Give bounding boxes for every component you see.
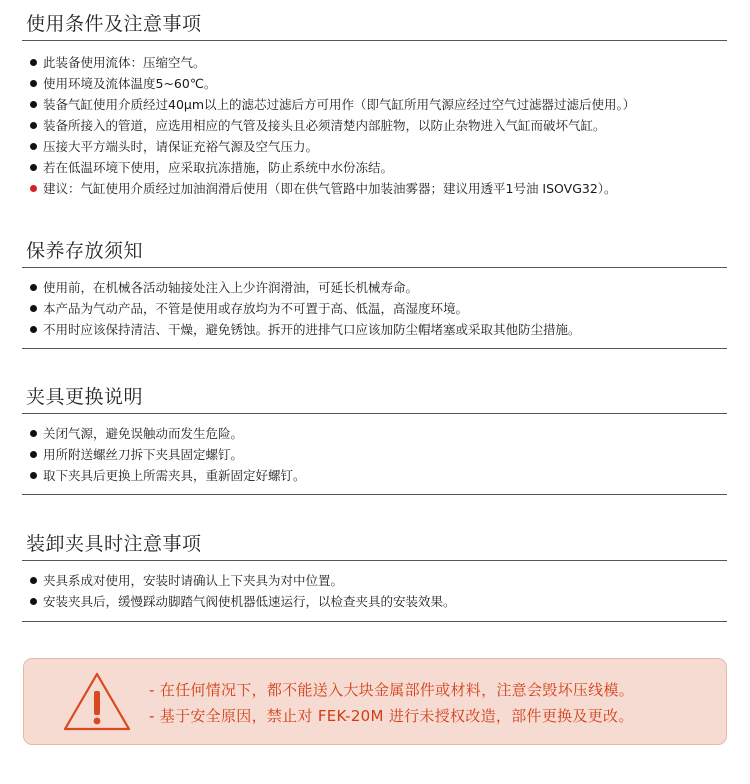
section-bottom-divider <box>22 621 727 622</box>
item-list <box>30 423 306 486</box>
notice-line: - 在任何情况下，都不能送入大块金属部件或材料，注意会毁坏压线模。 <box>149 681 635 699</box>
section-title: 使用条件及注意事项 <box>26 13 202 35</box>
bullet-icon <box>30 472 37 479</box>
warning-notice-box <box>23 658 727 745</box>
list-item-recommendation: 建议：气缸使用介质经过加油润滑后使用（即在供气管路中加装油雾器；建议用透平1号油 ISOVG32）。 <box>30 178 635 199</box>
section-bottom-divider <box>22 494 727 495</box>
notice-line: - 基于安全原因，禁止对 FEK-20M 进行未授权改造，部件更换及更改。 <box>149 707 634 725</box>
list-item: 安装夹具后，缓慢踩动脚踏气阀使机器低速运行，以检查夹具的安装效果。 <box>30 591 456 612</box>
section-divider <box>22 413 727 414</box>
bullet-icon <box>30 326 37 333</box>
list-item: 夹具系成对使用，安装时请确认上下夹具为对中位置。 <box>30 570 456 591</box>
section-divider <box>22 267 727 268</box>
list-item: 压接大平方端头时，请保证充裕气源及空气压力。 <box>30 136 635 157</box>
warning-triangle-icon <box>62 671 132 733</box>
list-item: 使用前，在机械各活动轴接处注入上少许润滑油，可延长机械寿命。 <box>30 277 581 298</box>
bullet-icon <box>30 305 37 312</box>
section-title: 夹具更换说明 <box>26 386 144 408</box>
list-item: 本产品为气动产品，不管是使用或存放均为不可置于高、低温，高湿度环境。 <box>30 298 581 319</box>
bullet-icon <box>30 430 37 437</box>
bullet-icon <box>30 59 37 66</box>
bullet-icon <box>30 143 37 150</box>
section-bottom-divider <box>22 348 727 349</box>
item-list <box>30 570 456 612</box>
item-list <box>30 52 635 199</box>
list-item: 此装备使用流体：压缩空气。 <box>30 52 635 73</box>
list-item: 装备气缸使用介质经过40μm以上的滤芯过滤后方可用作（即气缸所用气源应经过空气过滤器过滤后使用。） <box>30 94 635 115</box>
bullet-icon <box>30 577 37 584</box>
list-item: 使用环境及流体温度5~60℃。 <box>30 73 635 94</box>
bullet-icon <box>30 451 37 458</box>
item-list <box>30 277 581 340</box>
bullet-icon <box>30 122 37 129</box>
bullet-icon <box>30 80 37 87</box>
bullet-icon <box>30 164 37 171</box>
section-divider <box>22 40 727 41</box>
notice-text <box>149 677 634 729</box>
bullet-icon <box>30 101 37 108</box>
list-item: 取下夹具后更换上所需夹具，重新固定好螺钉。 <box>30 465 306 486</box>
section-title: 保养存放须知 <box>26 240 144 262</box>
list-item: 装备所接入的管道，应选用相应的气管及接头且必须清楚内部脏物，以防止杂物进入气缸而破坏气缸。 <box>30 115 635 136</box>
bullet-icon <box>30 284 37 291</box>
list-item: 若在低温环境下使用，应采取抗冻措施，防止系统中水份冻结。 <box>30 157 635 178</box>
section-divider <box>22 560 727 561</box>
list-item: 关闭气源，避免误触动而发生危险。 <box>30 423 306 444</box>
bullet-icon <box>30 598 37 605</box>
bullet-red-icon <box>30 185 37 192</box>
section-title: 装卸夹具时注意事项 <box>26 533 202 555</box>
list-item: 不用时应该保持清洁、干燥，避免锈蚀。拆开的进排气口应该加防尘帽堵塞或采取其他防尘措施。 <box>30 319 581 340</box>
list-item: 用所附送螺丝刀拆下夹具固定螺钉。 <box>30 444 306 465</box>
